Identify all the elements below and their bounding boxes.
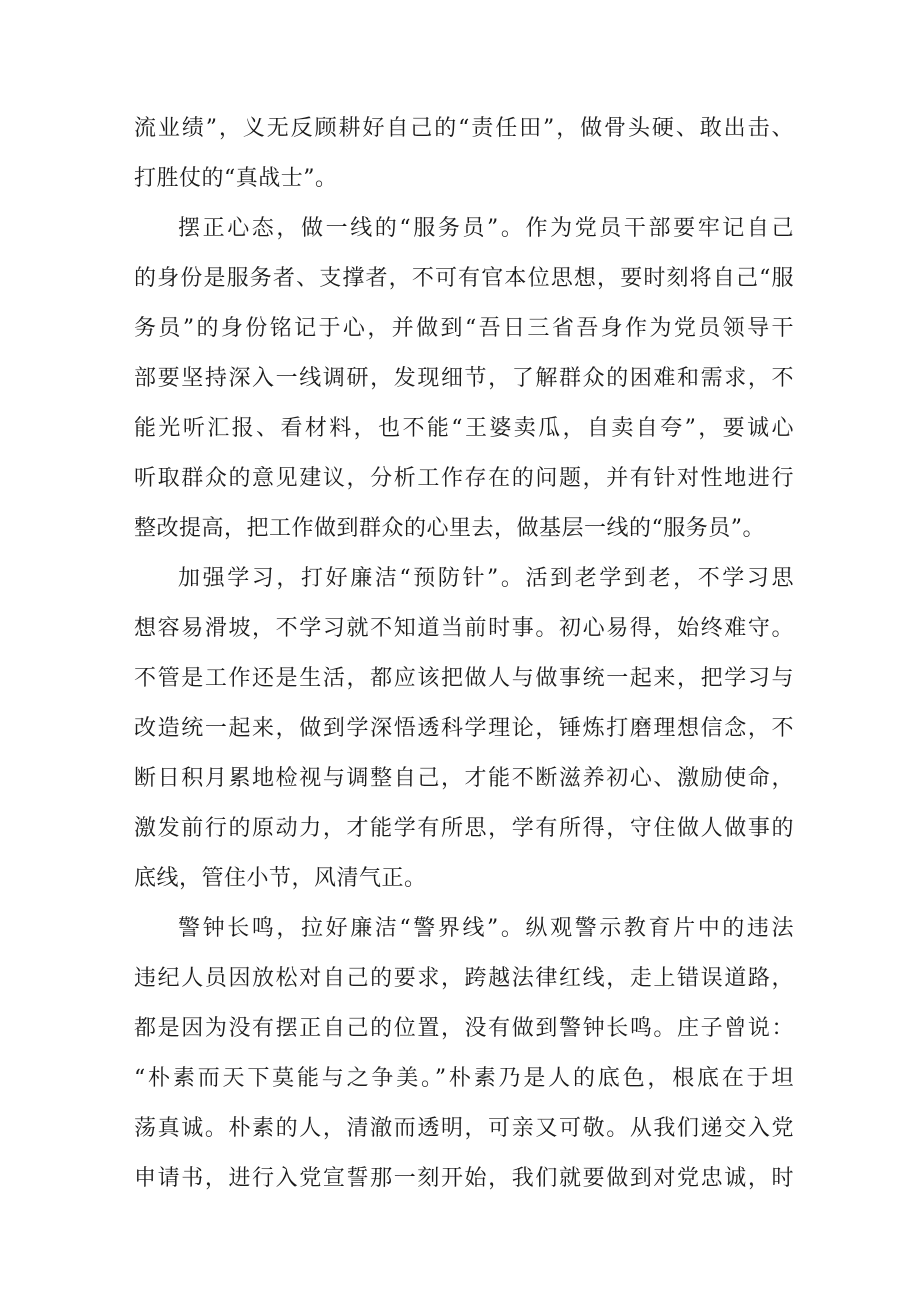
document-body (134, 104, 794, 1204)
text-line: 断日积月累地检视与调整自己，才能不断滋养初心、激励使命， (134, 766, 794, 791)
text-line: 违纪人员因放松对自己的要求，跨越法律红线，走上错误道路， (134, 966, 794, 991)
text-line: 的身份是服务者、支撑者，不可有官本位思想，要时刻将自己“服 (134, 266, 794, 291)
text-line: 务员”的身份铭记于心，并做到“吾日三省吾身作为党员领导干 (134, 316, 794, 341)
text-line: 听取群众的意见建议，分析工作存在的问题，并有针对性地进行 (134, 466, 794, 491)
text-line: 改造统一起来，做到学深悟透科学理论，锤炼打磨理想信念，不 (134, 716, 794, 741)
text-line: 不管是工作还是生活，都应该把做人与做事统一起来，把学习与 (134, 666, 794, 691)
text-line: 底线，管住小节，风清气正。 (134, 866, 427, 891)
text-line: 部要坚持深入一线调研，发现细节，了解群众的困难和需求，不 (134, 366, 794, 391)
paragraph-first-line: 警钟长鸣，拉好廉洁“警界线”。纵观警示教育片中的违法 (178, 916, 794, 941)
text-line: 激发前行的原动力，才能学有所思，学有所得，守住做人做事的 (134, 816, 794, 841)
paragraph-first-line: 摆正心态，做一线的“服务员”。作为党员干部要牢记自己 (178, 216, 794, 241)
text-line: 流业绩”，义无反顾耕好自己的“责任田”，做骨头硬、敢出击、 (134, 116, 794, 141)
text-line: 申请书，进行入党宣誓那一刻开始，我们就要做到对党忠诚，时 (134, 1166, 794, 1191)
text-line: 整改提高，把工作做到群众的心里去，做基层一线的“服务员”。 (134, 516, 765, 541)
text-line: “朴素而天下莫能与之争美。”朴素乃是人的底色，根底在于坦 (134, 1066, 794, 1091)
paragraph-first-line: 加强学习，打好廉洁“预防针”。活到老学到老，不学习思 (178, 566, 794, 591)
text-line: 打胜仗的“真战士”。 (134, 166, 338, 191)
text-line: 能光听汇报、看材料，也不能“王婆卖瓜，自卖自夸”，要诚心 (134, 416, 794, 441)
text-line: 都是因为没有摆正自己的位置，没有做到警钟长鸣。庄子曾说： (134, 1016, 794, 1041)
text-line: 想容易滑坡，不学习就不知道当前时事。初心易得，始终难守。 (134, 616, 794, 641)
text-line: 荡真诚。朴素的人，清澈而透明，可亲又可敬。从我们递交入党 (134, 1116, 794, 1141)
